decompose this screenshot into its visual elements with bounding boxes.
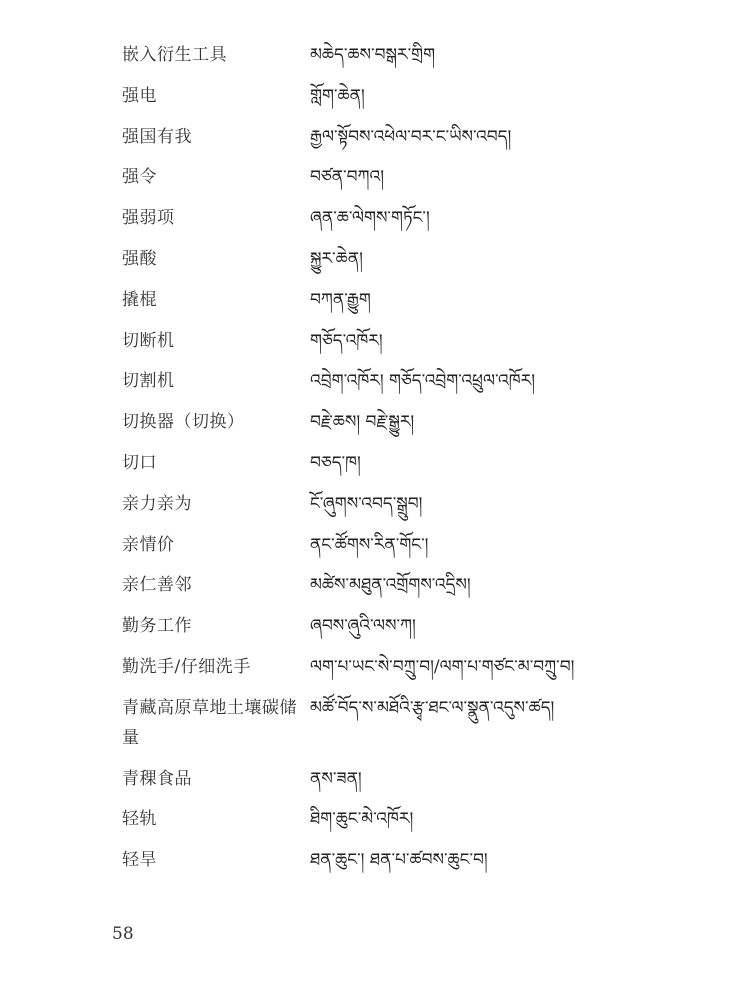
tibetan-translation: རྒྱལ་སྟོབས་འཕེལ་བར་ང་ཡིས་འབད། <box>310 126 512 147</box>
glossary-entry <box>122 203 642 233</box>
chinese-term: 青稞食品 <box>122 768 192 789</box>
glossary-entry <box>122 845 642 875</box>
tibetan-translation: འབྲེག་འཁོར། གཅོད་འབྲེག་འཕྲུལ་འཁོར། <box>310 371 535 392</box>
glossary-entry <box>122 326 642 356</box>
tibetan-translation: མཆེད་ཆས་བསྒར་གྲིག <box>310 45 436 65</box>
tibetan-translation: ངོ་ཞུགས་འབད་སྒྲུབ། <box>310 493 423 514</box>
glossary-list <box>122 40 642 886</box>
tibetan-translation: ནས་ཟན། <box>310 768 362 789</box>
glossary-entry <box>122 652 642 682</box>
page-number: 58 <box>112 924 134 944</box>
tibetan-translation: མཚོ་བོད་ས་མཐོའི་རྩྭ་ཐང་ལ་སྣུན་འདུས་ཚད། <box>310 697 555 718</box>
chinese-term: 勤洗手/仔细洗手 <box>122 656 251 677</box>
glossary-entry <box>122 162 642 192</box>
glossary-entry <box>122 122 642 152</box>
glossary-entry <box>122 570 642 600</box>
chinese-term: 勤务工作 <box>122 616 192 637</box>
tibetan-translation: གཅོད་འཁོར། <box>310 330 383 351</box>
glossary-entry <box>122 693 642 753</box>
glossary-entry <box>122 611 642 641</box>
glossary-entry <box>122 366 642 396</box>
tibetan-translation: ཐན་ཆུང་། ཐན་པ་ཚབས་ཆུང་བ། <box>310 850 488 871</box>
chinese-term: 强令 <box>122 167 157 188</box>
glossary-entry <box>122 81 642 111</box>
tibetan-translation: བཀན་རྒྱུག <box>310 289 371 310</box>
chinese-term: 强弱项 <box>122 208 175 229</box>
glossary-entry <box>122 448 642 478</box>
glossary-entry <box>122 244 642 274</box>
glossary-entry <box>122 530 642 560</box>
chinese-term: 亲力亲为 <box>122 493 192 514</box>
tibetan-translation: གློག་ཆེན། <box>310 85 365 106</box>
glossary-entry <box>122 40 642 70</box>
tibetan-translation: བརྗེ་ཆས། བརྗེ་སྒྱུར། <box>310 412 415 433</box>
glossary-entry <box>122 764 642 794</box>
chinese-term: 强电 <box>122 85 157 106</box>
tibetan-translation: ནང་ཚོགས་རིན་གོང་། <box>310 534 429 555</box>
chinese-term: 切口 <box>122 452 157 473</box>
tibetan-translation: བཙན་བཀའ། <box>310 167 384 188</box>
tibetan-translation: བཅད་ཁ། <box>310 452 361 473</box>
chinese-term: 强国有我 <box>122 126 192 147</box>
chinese-term: 切割机 <box>122 371 175 392</box>
tibetan-translation: ལག་པ་ཡང་སེ་བཀྲུ་བ།/ལག་པ་གཙང་མ་བཀྲུ་བ། <box>310 656 575 677</box>
chinese-term: 青藏高原草地土壤碳储量 <box>122 697 297 748</box>
tibetan-translation: མཚེས་མཐུན་འགྲོགས་འདྲིས། <box>310 575 471 596</box>
glossary-entry <box>122 804 642 834</box>
glossary-entry <box>122 285 642 315</box>
chinese-term: 强酸 <box>122 248 157 269</box>
chinese-term: 亲情价 <box>122 534 175 555</box>
chinese-term: 嵌入衍生工具 <box>122 45 227 65</box>
tibetan-translation: སྐྱུར་ཆེན། <box>310 248 363 269</box>
chinese-term: 切断机 <box>122 330 175 351</box>
glossary-entry <box>122 407 642 437</box>
tibetan-translation: ཐིག་ཆུང་མེ་འཁོར། <box>310 809 414 830</box>
glossary-entry <box>122 489 642 519</box>
chinese-term: 切换器（切换） <box>122 412 245 433</box>
chinese-term: 撬棍 <box>122 289 157 310</box>
tibetan-translation: ཞབས་ཞུའི་ལས་ཀ། <box>310 616 416 637</box>
chinese-term: 轻轨 <box>122 809 157 830</box>
chinese-term: 轻旱 <box>122 850 157 871</box>
tibetan-translation: ཞན་ཆ་ལེགས་གཏོང་། <box>310 208 430 229</box>
chinese-term: 亲仁善邻 <box>122 575 192 596</box>
